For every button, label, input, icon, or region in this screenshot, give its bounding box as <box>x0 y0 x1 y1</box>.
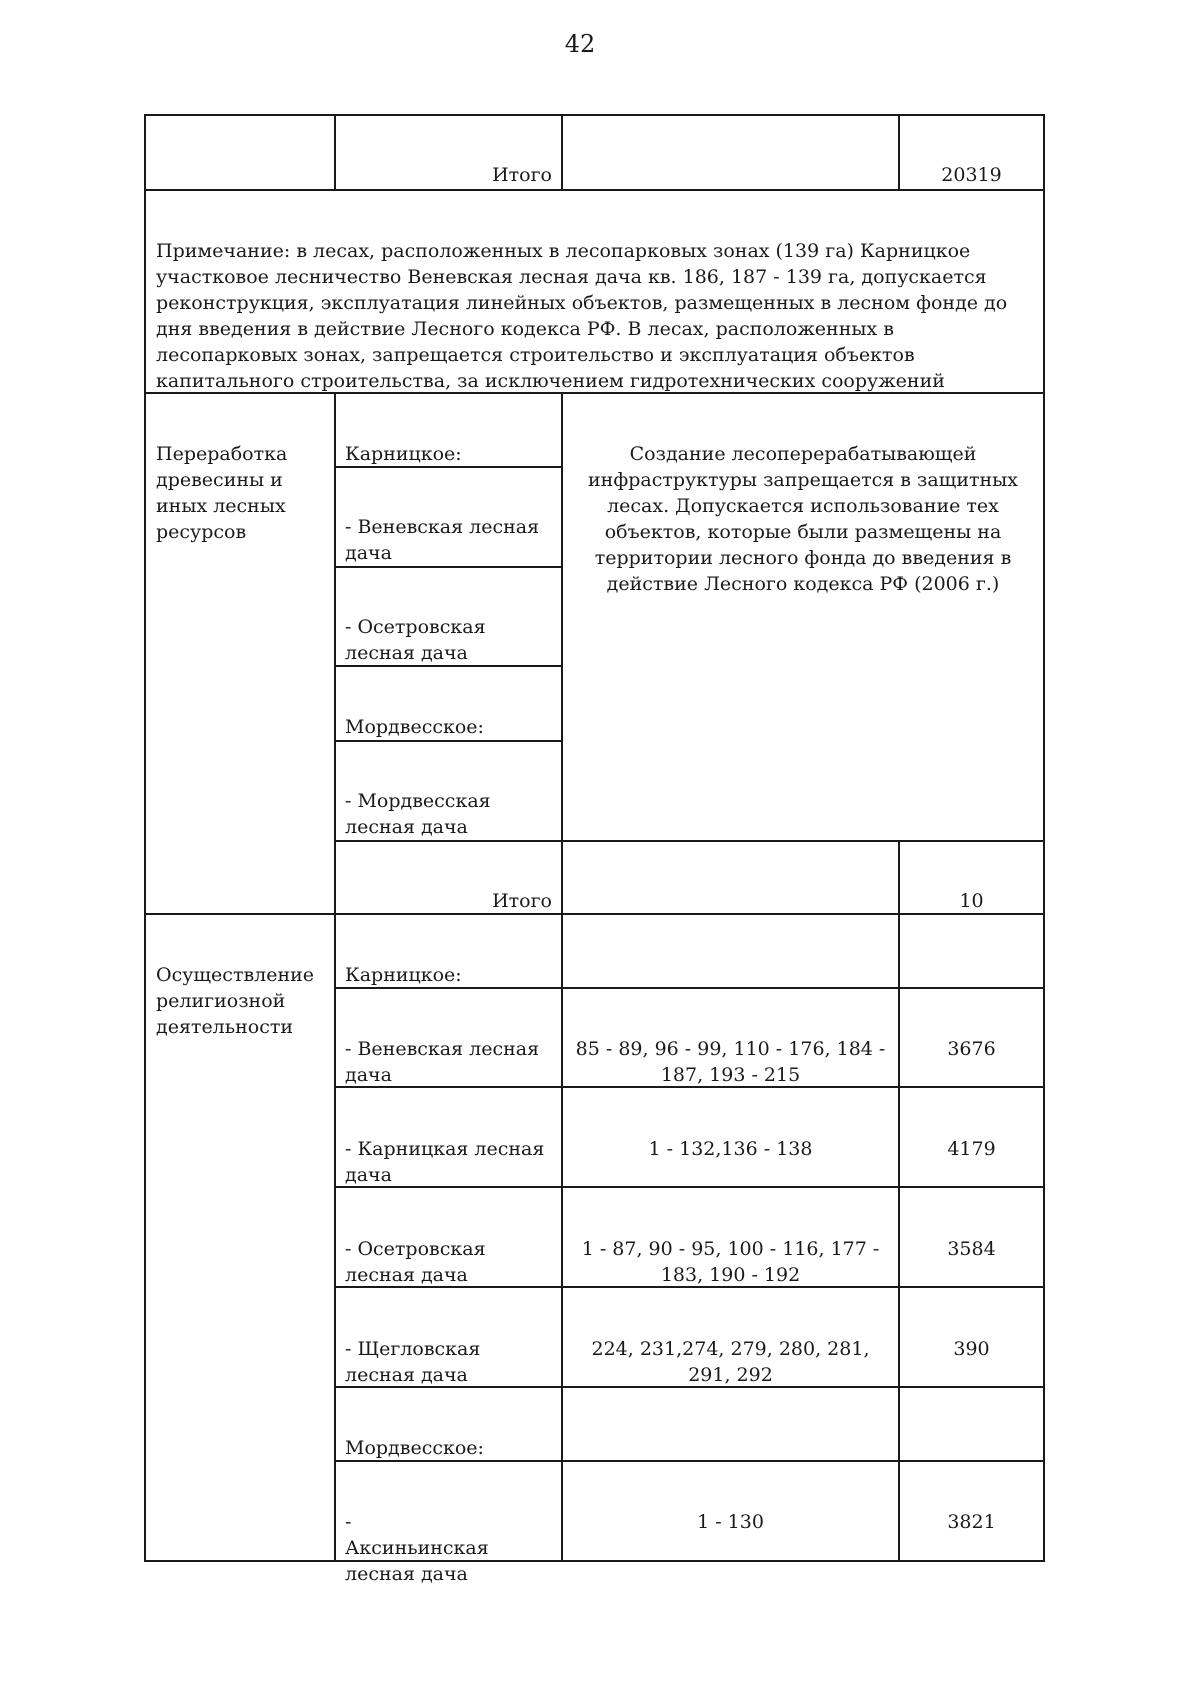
religious-area: 3584 <box>947 1238 996 1260</box>
table-border <box>144 189 1044 191</box>
religious-activity: Осуществление религиозной деятельности <box>156 964 315 1038</box>
religious-area: 4179 <box>947 1138 996 1160</box>
religious-area: 3676 <box>947 1038 996 1060</box>
religious-area: 3821 <box>947 1511 996 1533</box>
table-border <box>144 1560 1044 1562</box>
table-border <box>144 392 146 1562</box>
religious-unit: Карницкое: <box>345 964 462 986</box>
table-border <box>334 740 562 742</box>
table-border <box>1043 189 1045 393</box>
table-border <box>334 840 1044 842</box>
processing-unit: - Осетровская лесная дача <box>345 616 486 664</box>
religious-quarters: 224, 231,274, 279, 280, 281, 291, 292 <box>591 1338 870 1386</box>
table-border <box>144 189 146 393</box>
forests-total-area: 20319 <box>941 164 1002 186</box>
religious-quarters: 1 - 87, 90 - 95, 100 - 116, 177 - 183, 190 - 192 <box>581 1238 880 1286</box>
religious-unit: - Щегловская лесная дача <box>345 1338 481 1386</box>
table-border <box>334 392 336 1562</box>
religious-unit: - Осетровская лесная дача <box>345 1238 486 1286</box>
religious-quarters: 1 - 130 <box>697 1511 764 1533</box>
religious-unit: - Карницкая лесная дача <box>345 1138 545 1186</box>
processing-total-label: Итого <box>492 890 552 912</box>
processing-total-area: 10 <box>959 890 984 912</box>
page-number: 42 <box>564 30 596 58</box>
table-border <box>144 114 146 190</box>
forests-total-label: Итого <box>492 164 552 186</box>
table-border <box>334 114 336 190</box>
note-text: Примечание: в лесах, расположенных в лесопарковых зонах (139 га) Карницкое участковое лесничество Веневская лесная дача кв. 186, 187 - 139 га, допускается реконструкция, эксплуатация линейных объектов, размещенных в лесном фонде до дня введения в действие Лесного кодекса РФ. В лесах, расположенных в лесопарковых зонах, запрещается строительство и эксплуатация объектов капитального строительства, за исключением гидротехнических сооружений <box>156 240 1008 392</box>
processing-remark: Создание лесоперерабатывающей инфраструктуры запрещается в защитных лесах. Допускается использование тех объектов, которые были размещены на территории лесного фонда до введения в действие Лесного кодекса РФ (2006 г.) <box>588 443 1019 595</box>
processing-unit: - Веневская лесная дача <box>345 516 540 564</box>
religious-unit: - Аксиньинская лесная дача <box>345 1511 489 1585</box>
table-border <box>898 840 900 1562</box>
table-border <box>561 114 563 190</box>
processing-unit: - Мордвесская лесная дача <box>345 790 491 838</box>
processing-unit: Карницкое: <box>345 443 462 465</box>
religious-unit: - Веневская лесная дача <box>345 1038 540 1086</box>
religious-quarters: 1 - 132,136 - 138 <box>648 1138 813 1160</box>
table-border <box>334 566 562 568</box>
table-border <box>1043 392 1045 1562</box>
table-border <box>561 392 563 1562</box>
table-border <box>1043 114 1045 190</box>
processing-activity: Переработка древесины и иных лесных ресурсов <box>156 443 288 543</box>
processing-unit: Мордвесское: <box>345 716 484 738</box>
religious-quarters: 85 - 89, 96 - 99, 110 - 176, 184 - 187, 193 - 215 <box>575 1038 886 1086</box>
table-border <box>144 114 1044 116</box>
religious-unit: Мордвесское: <box>345 1437 484 1459</box>
religious-area: 390 <box>953 1338 990 1360</box>
